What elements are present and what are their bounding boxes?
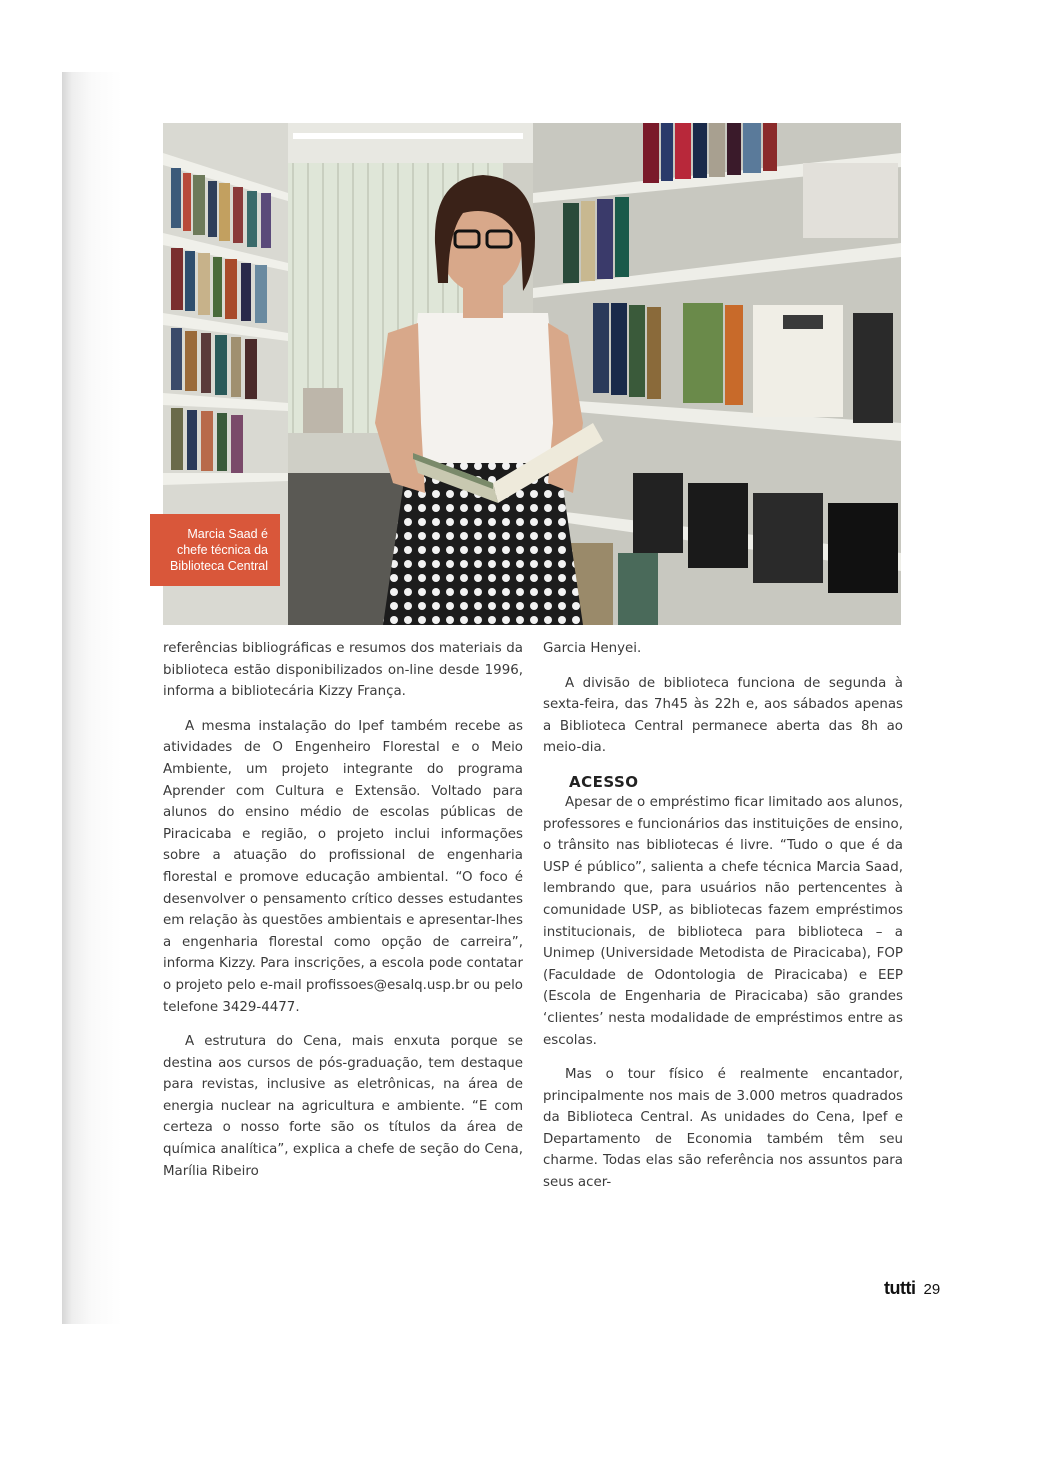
paragraph: Garcia Henyei. <box>543 641 642 656</box>
paragraph: A divisão de biblioteca funciona de segunda à sexta-feira, das 7h45 às 22h e, aos sábados apenas a Biblioteca Central permanece aberta das 8h ao meio-dia. <box>543 675 903 756</box>
caption-line-3: Biblioteca Central <box>170 559 268 573</box>
paragraph: A estrutura do Cena, mais enxuta porque se destina aos cursos de pós-graduação, tem destaque para revistas, inclusive as eletrônicas, na área de energia nuclear na agricultura e ambiente. “E com certeza o nosso forte são os títulos da área de química analítica”, explica a chefe de seção do Cena, Marília Ribeiro <box>163 1034 523 1179</box>
paragraph: referências bibliográficas e resumos dos materiais da biblioteca estão disponibilizados on-line desde 1996, informa a bibliotecária Kizzy França. <box>163 641 523 700</box>
paragraph: A mesma instalação do Ipef também recebe as atividades de O Engenheiro Florestal e o Meio Ambiente, um projeto integrante do programa Aprender com Cultura e Extensão. Voltado para alunos do ensino médio de escolas públicas de Piracicaba e região, o projeto inclui informações sobre a atuação do profissional de engenharia florestal e promove educação ambiental. “O foco é desenvolver o pensamento crítico desses estudantes em relação às questões ambientais e apresentar-lhes a engenharia florestal como opção de carreira”, informa Kizzy. Para inscrições, a escola pode contatar o projeto pelo e-mail profissoes@esalq.usp.br ou pelo telefone 3429-4477. <box>163 718 523 1015</box>
page-number: 29 <box>923 1281 941 1298</box>
magazine-logo: tutti <box>884 1278 916 1298</box>
caption-line-2: chefe técnica da <box>176 543 268 557</box>
left-column <box>163 638 523 1195</box>
section-heading: ACESSO <box>569 772 639 791</box>
paragraph: Apesar de o empréstimo ficar limitado aos alunos, professores e funcionários das instituições de ensino, o trânsito nas bibliotecas é livre. “Tudo o que é da USP é público”, salienta a chefe técnica Marcia Saad, lembrando que, para usuários não pertencentes à comunidade USP, as bibliotecas fazem empréstimos institucionais, de biblioteca para biblioteca – a Unimep (Universidade Metodista de Piracicaba), FOP (Faculdade de Odontologia de Piracicaba) e EEP (Escola de Engenharia de Piracicaba) são grandes ‘clientes’ nesta modalidade de empréstimos entre as escolas. <box>543 794 903 1048</box>
right-column <box>543 638 903 1207</box>
caption-line-1: Marcia Saad é <box>187 527 268 541</box>
paragraph: Mas o tour físico é realmente encantador, principalmente nos mais de 3.000 metros quadrados da Biblioteca Central. As unidades do Cena, Ipef e Departamento de Economia também têm seu charme. Todas elas são referência nos assuntos para seus acer- <box>543 1067 903 1191</box>
photo-caption <box>150 514 280 586</box>
page-footer <box>884 1278 940 1302</box>
